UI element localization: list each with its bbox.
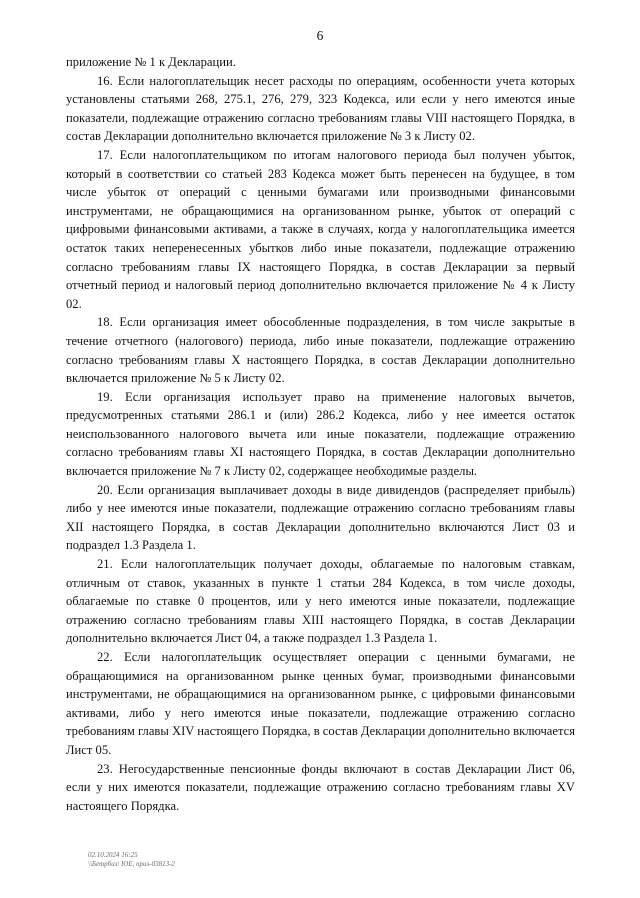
paragraph-16: 16. Если налогоплательщик несет расходы по операциям, особенности учета которых установлены статьями 268, 275.1, 276, 279, 323 Кодекса, или если у него имеются иные показатели, подлежащие отражению согласно требованиям главы VIII настоящего Порядка, в состав Декларации дополнительно включается приложение № 3 к Листу 02.: [66, 73, 575, 144]
footer-file-reference: \\Бетрбиз\ ЮЕ, приз-03813-2: [88, 860, 175, 868]
paragraph-23: 23. Негосударственные пенсионные фонды включают в состав Декларации Лист 06, если у них имеются показатели, подлежащие отражению согласно требованиям главы XV настоящего Порядка.: [66, 761, 575, 813]
paragraph-17: 17. Если налогоплательщиком по итогам налогового периода был получен убыток, который в соответствии со статьей 283 Кодекса может быть перенесен на будущее, в том числе убыток от операций с ценными бумагами или производными финансовыми инструментами, не обращающимися на организованном рынке, убыток от операций с цифровыми финансовыми активами, а также в случаях, когда у налогоплательщика имеется остаток таких неперенесенных убытков либо иные показатели, подлежащие отражению согласно требованиям главы IX настоящего Порядка, в состав Декларации за первый отчетный период и налоговый период дополнительно включается приложение № 4 к Листу 02.: [66, 147, 575, 311]
page-number: 6: [316, 28, 324, 43]
document-body: [66, 53, 575, 815]
footer-date: 02.10.2024 16:25: [88, 851, 138, 859]
document-footer: [88, 851, 175, 869]
paragraph-continuation: приложение № 1 к Декларации.: [66, 55, 236, 69]
paragraph-18: 18. Если организация имеет обособленные подразделения, в том числе закрытые в течение отчетного (налогового) периода, либо иные показатели, подлежащие отражению согласно требованиям главы X настоящего Порядка, в состав Декларации дополнительно включается приложение № 5 к Листу 02.: [66, 315, 575, 386]
paragraph-20: 20. Если организация выплачивает доходы в виде дивидендов (распределяет прибыль) либо у нее имеются иные показатели, подлежащие отражению согласно требованиям главы XII настоящего Порядка, в состав Декларации дополнительно включаются Лист 03 и подраздел 1.3 Раздела 1.: [66, 482, 575, 553]
paragraph-19: 19. Если организация использует право на применение налоговых вычетов, предусмотренных статьями 286.1 и (или) 286.2 Кодекса, либо у нее имеется остаток неиспользованного налогового вычета или иные показатели, подлежащие отражению согласно требованиям главы XI настоящего Порядка, в состав Декларации дополнительно включается приложение № 7 к Листу 02, содержащее необходимые разделы.: [66, 389, 575, 479]
paragraph-21: 21. Если налогоплательщик получает доходы, облагаемые по налоговым ставкам, отличным от ставок, указанных в пункте 1 статьи 284 Кодекса, в том числе доходы, облагаемые по ставке 0 процентов, или у него имеются иные показатели, подлежащие отражению согласно требованиям главы XIII настоящего Порядка, в состав Декларации дополнительно включается Лист 04, а также подраздел 1.3 Раздела 1.: [66, 557, 575, 646]
paragraph-22: 22. Если налогоплательщик осуществляет операции с ценными бумагами, не обращающимися на организованном рынке ценных бумаг, производными финансовыми инструментами, не обращающимися на организованном рынке, с цифровыми финансовыми активами, либо у него имеются иные показатели, подлежащие отражению согласно требованиям главы XIV настоящего Порядка, в состав Декларации дополнительно включается Лист 05.: [66, 650, 575, 757]
